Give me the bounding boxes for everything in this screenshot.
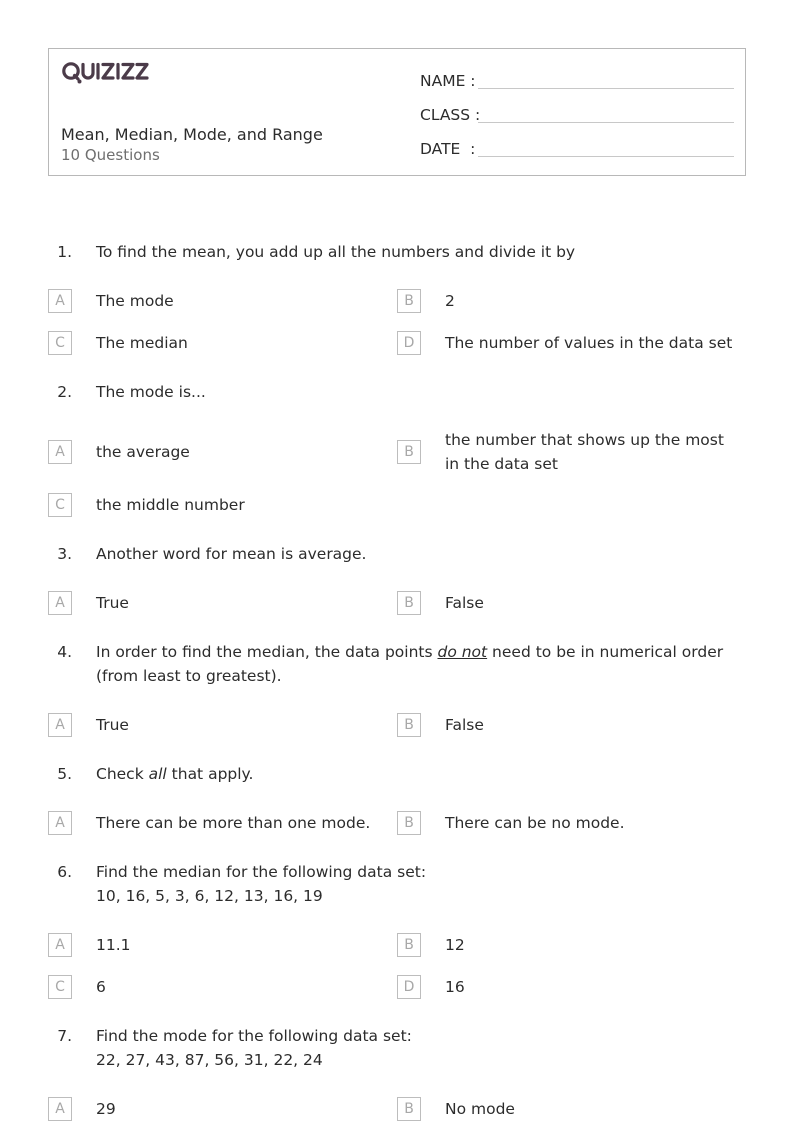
question-6 <box>48 860 746 908</box>
option-text: False <box>445 594 484 612</box>
option-text: the middle number <box>96 496 245 514</box>
option-text: 6 <box>96 978 106 996</box>
worksheet-title: Mean, Median, Mode, and Range <box>61 125 323 144</box>
question-number: 6. <box>57 863 72 881</box>
option-text: the average <box>96 443 190 461</box>
question-7 <box>48 1024 746 1072</box>
option-text: True <box>96 594 129 612</box>
option-text: The number of values in the data set <box>445 334 733 352</box>
question-text-part: In order to find the median, the data points <box>96 643 438 661</box>
option-letter: A <box>48 440 72 464</box>
emphasis-text: all <box>148 765 167 783</box>
option-text: The median <box>96 334 188 352</box>
worksheet-header <box>48 48 746 176</box>
option-text: 16 <box>445 978 465 996</box>
option-letter: D <box>397 975 421 999</box>
question-number: 4. <box>57 643 72 661</box>
question-text-part: that apply. <box>166 765 254 783</box>
option-text: 2 <box>445 292 455 310</box>
question-number: 5. <box>57 765 72 783</box>
option-letter: C <box>48 975 72 999</box>
class-line[interactable] <box>478 122 734 123</box>
option-text: 29 <box>96 1100 116 1118</box>
name-label: NAME : <box>420 72 476 90</box>
option-text: There can be more than one mode. <box>96 814 371 832</box>
option-text: the number that shows up the most in the data set <box>445 431 724 473</box>
question-text <box>96 762 736 786</box>
option-letter: B <box>397 289 421 313</box>
question-text: Another word for mean is average. <box>96 545 367 563</box>
data-set-values: 22, 27, 43, 87, 56, 31, 22, 24 <box>96 1051 323 1069</box>
date-line[interactable] <box>478 156 734 157</box>
date-field[interactable] <box>420 134 734 158</box>
question-number: 2. <box>57 383 72 401</box>
class-label: CLASS : <box>420 106 481 124</box>
option-text: True <box>96 716 129 734</box>
emphasis-text: do not <box>437 643 488 661</box>
option-letter: C <box>48 331 72 355</box>
option-letter: B <box>397 591 421 615</box>
date-label: DATE : <box>420 140 476 158</box>
option-letter: A <box>48 591 72 615</box>
option-letter: D <box>397 331 421 355</box>
option-text: False <box>445 716 484 734</box>
option-letter: A <box>48 713 72 737</box>
name-line[interactable] <box>478 88 734 89</box>
option-text: There can be no mode. <box>445 814 625 832</box>
question-text: Find the median for the following data set: <box>96 863 427 881</box>
option-letter: A <box>48 1097 72 1121</box>
option-text: 12 <box>445 936 465 954</box>
option-letter: B <box>397 933 421 957</box>
question-text <box>96 640 736 688</box>
option-text: The mode <box>96 292 174 310</box>
option-letter: C <box>48 493 72 517</box>
option-letter: B <box>397 713 421 737</box>
question-number: 3. <box>57 545 72 563</box>
question-number: 7. <box>57 1027 72 1045</box>
option-letter: B <box>397 811 421 835</box>
option-letter: A <box>48 289 72 313</box>
question-text: Find the mode for the following data set: <box>96 1027 412 1045</box>
quizizz-logo <box>61 59 151 87</box>
option-text: No mode <box>445 1100 515 1118</box>
data-set-values: 10, 16, 5, 3, 6, 12, 13, 16, 19 <box>96 887 323 905</box>
question-text: To find the mean, you add up all the numbers and divide it by <box>96 243 576 261</box>
option-letter: B <box>397 1097 421 1121</box>
option-letter: B <box>397 440 421 464</box>
option-letter: A <box>48 811 72 835</box>
question-text: The mode is... <box>96 383 206 401</box>
class-field[interactable] <box>420 100 734 124</box>
question-text-part: Check <box>96 765 149 783</box>
question-text-part: need to be in numerical order (from least to greatest). <box>96 643 724 685</box>
question-number: 1. <box>57 243 72 261</box>
option-text: 11.1 <box>96 936 131 954</box>
logo-wordmark-icon <box>61 59 151 87</box>
option-letter: A <box>48 933 72 957</box>
question-count: 10 Questions <box>61 146 160 164</box>
name-field[interactable] <box>420 66 734 90</box>
